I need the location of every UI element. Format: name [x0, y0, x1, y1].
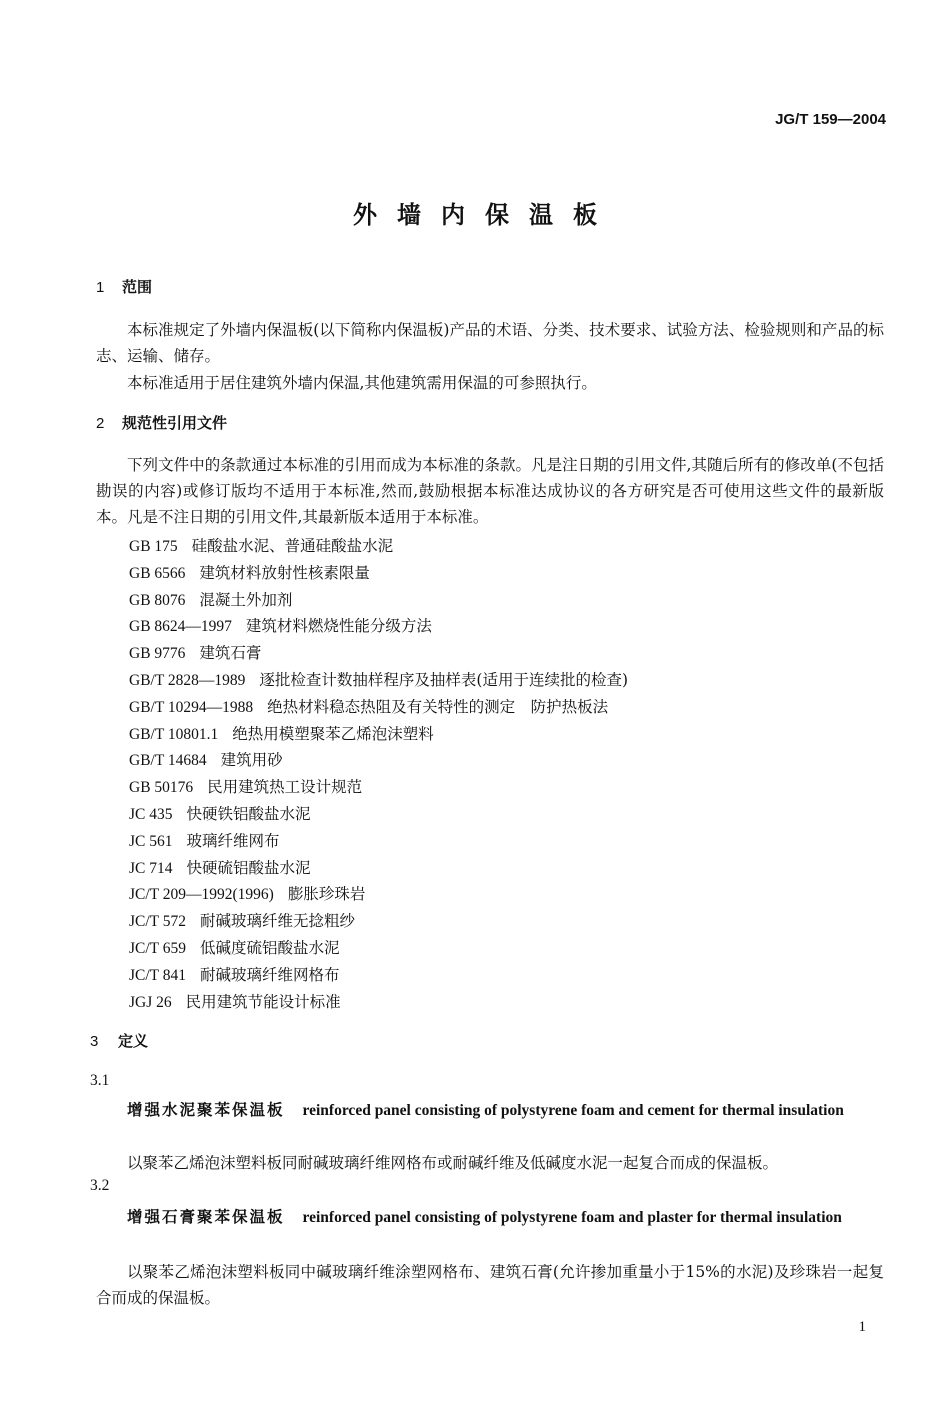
reference-code: JC/T 572	[129, 913, 186, 931]
term-chinese: 增强石膏聚苯保温板	[127, 1208, 285, 1226]
term-english: reinforced panel consisting of polystyrene foam and cement for thermal insulation	[302, 1102, 844, 1119]
reference-item	[129, 560, 628, 587]
reference-code: JGJ 26	[129, 993, 172, 1011]
term-3-1-heading	[96, 1097, 884, 1124]
reference-name: 建筑材料放射性核素限量	[199, 563, 370, 582]
reference-code: GB 8076	[129, 591, 186, 609]
section-number: 2	[96, 415, 105, 432]
reference-name: 快硬铁铝酸盐水泥	[186, 804, 311, 823]
reference-code: GB/T 14684	[129, 752, 207, 770]
reference-code: GB 175	[129, 538, 178, 555]
reference-item	[129, 828, 628, 855]
reference-name: 民用建筑热工设计规范	[207, 778, 363, 797]
reference-code: JC/T 659	[129, 939, 186, 957]
section-title: 定义	[118, 1032, 149, 1050]
document-title: 外墙内保温板	[353, 201, 617, 229]
section-2-intro: 下列文件中的条款通过本标准的引用而成为本标准的条款。凡是注日期的引用文件,其随后所有的修改单(不包括勘误的内容)或修订版均不适用于本标准,然而,鼓励根据本标准达成协议的各方研究是否可使用这些文件的最新版本。凡是不注日期的引用文件,其最新版本适用于本标准。	[96, 456, 884, 526]
reference-item	[129, 774, 628, 801]
reference-name: 建筑用砂	[220, 751, 283, 770]
term-3-2-definition: 以聚苯乙烯泡沫塑料板同中碱玻璃纤维涂塑网格布、建筑石膏(允许掺加重量小于15%的水泥)及珍珠岩一起复合而成的保温板。	[96, 1263, 884, 1307]
term-3-1-number: 3.1	[90, 1072, 110, 1089]
reference-item	[129, 721, 628, 748]
reference-code: JC/T 209—1992(1996)	[129, 886, 274, 904]
term-3-1-definition: 以聚苯乙烯泡沫塑料板同耐碱玻璃纤维网格布或耐碱纤维及低碱度水泥一起复合而成的保温板。	[127, 1154, 779, 1172]
reference-name: 耐碱玻璃纤维无捻粗纱	[200, 912, 356, 931]
section-1-paragraph-2: 本标准适用于居住建筑外墙内保温,其他建筑需用保温的可参照执行。	[127, 374, 597, 392]
section-number: 1	[96, 279, 105, 296]
reference-code: GB/T 2828—1989	[129, 671, 246, 689]
term-3-2-heading	[96, 1204, 884, 1231]
reference-code: JC 435	[129, 805, 173, 823]
reference-code: GB 8624—1997	[129, 618, 232, 636]
reference-item	[129, 640, 628, 667]
reference-item	[129, 587, 628, 614]
reference-code: GB/T 10294—1988	[129, 698, 254, 716]
standard-code: JG/T 159—2004	[775, 111, 886, 128]
reference-item	[129, 747, 628, 774]
reference-code: JC/T 841	[129, 966, 186, 984]
reference-name: 低碱度硫铝酸盐水泥	[200, 938, 340, 957]
section-number: 3	[90, 1033, 99, 1050]
section-1-paragraph-1: 本标准规定了外墙内保温板(以下简称内保温板)产品的术语、分类、技术要求、试验方法、检验规则和产品的标志、运输、储存。	[96, 321, 884, 365]
reference-item	[129, 881, 628, 908]
section-1-heading	[96, 276, 152, 297]
reference-code: GB 6566	[129, 564, 186, 582]
reference-item	[129, 962, 628, 989]
reference-item	[129, 533, 628, 560]
term-chinese: 增强水泥聚苯保温板	[127, 1101, 285, 1119]
reference-item	[129, 989, 628, 1016]
reference-item	[129, 613, 628, 640]
reference-code: GB 9776	[129, 645, 186, 663]
page-number: 1	[858, 1319, 866, 1335]
section-3-heading	[90, 1030, 148, 1051]
reference-item	[129, 855, 628, 882]
section-title: 规范性引用文件	[122, 414, 228, 432]
reference-name: 逐批检查计数抽样程序及抽样表(适用于连续批的检查)	[259, 670, 629, 689]
reference-name: 硅酸盐水泥、普通硅酸盐水泥	[191, 537, 394, 555]
reference-name: 耐碱玻璃纤维网格布	[200, 965, 340, 984]
reference-name: 绝热用模塑聚苯乙烯泡沫塑料	[232, 724, 434, 743]
section-2-heading	[96, 412, 227, 433]
reference-name: 建筑材料燃烧性能分级方法	[245, 617, 432, 636]
reference-code: GB/T 10801.1	[129, 725, 219, 743]
reference-code: GB 50176	[129, 779, 194, 797]
reference-list	[129, 533, 628, 1015]
reference-name: 民用建筑节能设计标准	[185, 992, 341, 1011]
reference-code: JC 561	[129, 832, 173, 850]
reference-name: 混凝土外加剂	[199, 590, 293, 609]
reference-item	[129, 667, 628, 694]
reference-item	[129, 694, 628, 721]
reference-name: 膨胀珍珠岩	[287, 885, 366, 904]
term-3-2-number: 3.2	[90, 1177, 110, 1194]
reference-item	[129, 908, 628, 935]
reference-name: 玻璃纤维网布	[186, 831, 280, 850]
reference-item	[129, 935, 628, 962]
section-title: 范围	[122, 278, 153, 296]
reference-name: 快硬硫铝酸盐水泥	[186, 858, 311, 877]
term-english: reinforced panel consisting of polystyrene foam and plaster for thermal insulation	[302, 1209, 842, 1226]
reference-code: JC 714	[129, 859, 173, 877]
reference-name: 建筑石膏	[199, 644, 262, 663]
reference-item	[129, 801, 628, 828]
reference-name: 绝热材料稳态热阻及有关特性的测定 防护热板法	[267, 697, 609, 716]
